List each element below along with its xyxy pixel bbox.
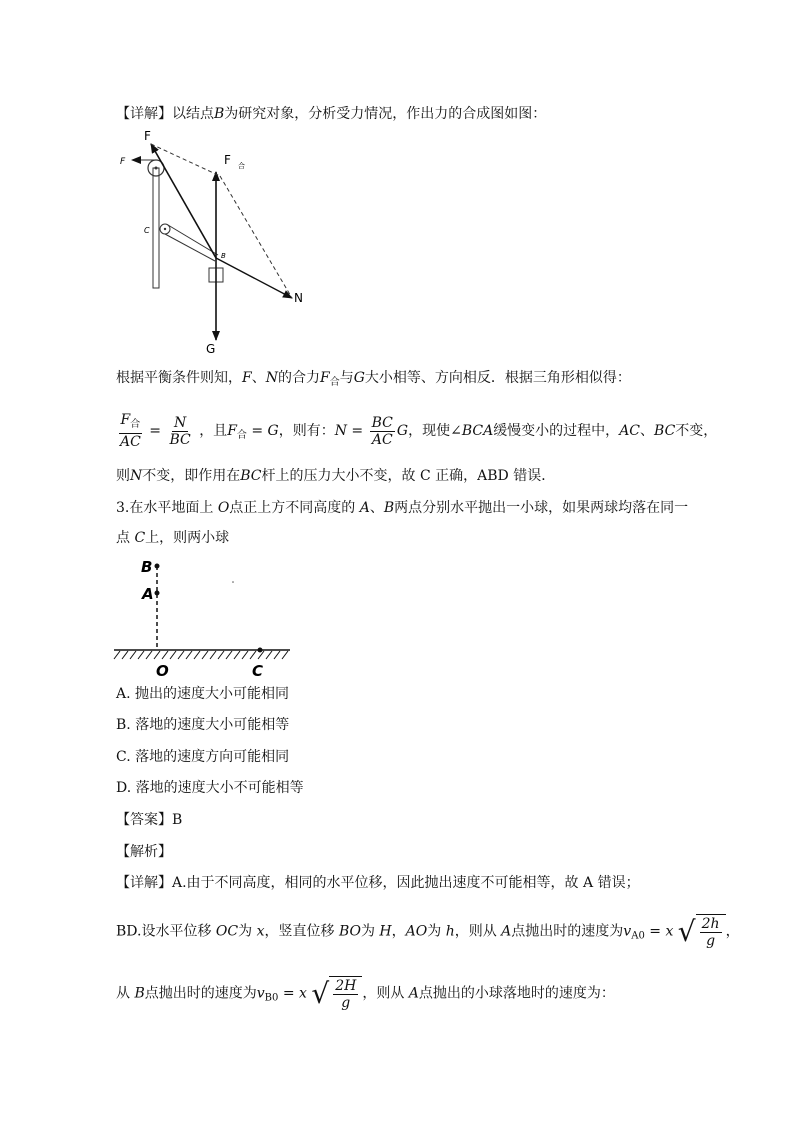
last-line: 从 B点抛出时的速度为$v_{B0} = x$ √ $\frac{2H}{g}$ ，则从 A点抛出的小球落地时的速度为： xyxy=(116,976,615,1011)
label-c: C xyxy=(144,226,150,235)
label-b-point: B xyxy=(141,558,153,576)
label-n: N xyxy=(294,291,303,305)
label-f-top: F xyxy=(144,129,151,143)
arrow-n xyxy=(216,258,292,298)
fraction-bc-over-ac: $\frac{BC}{AC}$ xyxy=(371,414,393,448)
label-f-left: F xyxy=(120,157,126,167)
fraction-f-over-ac: $\frac{F_合}{AC}$ xyxy=(120,412,141,450)
label-c-point: C xyxy=(252,662,264,680)
arrow-f xyxy=(151,144,216,258)
detail-paragraph-2: 根据平衡条件则知，F、N的合力$F_合$与G大小相等、方向相反．根据三角形相似得： xyxy=(116,370,631,388)
sqrt-2h-over-g: √ $\frac{2h}{g}$ xyxy=(678,914,726,949)
sqrt-2H-over-g: √ $\frac{2H}{g}$ xyxy=(311,976,362,1011)
point-a xyxy=(155,591,160,596)
answer-line: 【答案】B xyxy=(116,812,183,828)
label-f-resultant: F xyxy=(224,153,231,167)
detail-paragraph-3: 则N不变，即作用在BC杆上的压力大小不变，故 C 正确，ABD 错误． xyxy=(116,468,556,484)
equation-line: $\frac{F_合}{AC}$ = $\frac{N}{BC}$ ，且$F_合 = G$，则有：N = $\frac{BC}{AC}$ G，现使∠BCA缓慢变小的过程中，AC、BC不变， xyxy=(120,412,718,450)
point-b xyxy=(155,564,160,569)
svg-text:合: 合 xyxy=(238,162,245,170)
analysis-heading: 【解析】 xyxy=(116,844,172,860)
detail-a-line: 【详解】A.由于不同高度，相同的水平位移，因此抛出速度不可能相等，故 A 错误； xyxy=(116,875,640,891)
detail-paragraph-1: 【详解】以结点B为研究对象，分析受力情况，作出力的合成图如图： xyxy=(116,106,547,122)
label-o-point: O xyxy=(156,662,169,680)
force-diagram xyxy=(112,128,322,358)
label-g: G xyxy=(206,342,216,356)
vertical-pole xyxy=(153,168,159,288)
fraction-n-over-bc: $\frac{N}{BC}$ xyxy=(169,414,191,448)
option-d: D. 落地的速度大小不可能相等 xyxy=(116,780,304,796)
option-c: C. 落地的速度方向可能相同 xyxy=(116,749,290,765)
option-b: B. 落地的速度大小可能相等 xyxy=(116,717,290,733)
question-3-line-1: 3.在水平地面上 O点正上方不同高度的 A、B两点分别水平抛出一小球，如果两球均落在同一 xyxy=(116,500,689,516)
bd-line: BD.设水平位移 OC为 x，竖直位移 BO为 H，AO为 h，则从 A点抛出时的速度为$v_{A0} = x$ √ $\frac{2h}{g}$ ， xyxy=(116,914,740,949)
question-3-line-2: 点 C上，则两小球 xyxy=(116,530,230,546)
label-b: B xyxy=(221,252,226,260)
option-a: A. 抛出的速度大小可能相同 xyxy=(116,686,290,702)
label-a-point: A xyxy=(142,585,154,603)
projectile-diagram xyxy=(112,556,302,682)
